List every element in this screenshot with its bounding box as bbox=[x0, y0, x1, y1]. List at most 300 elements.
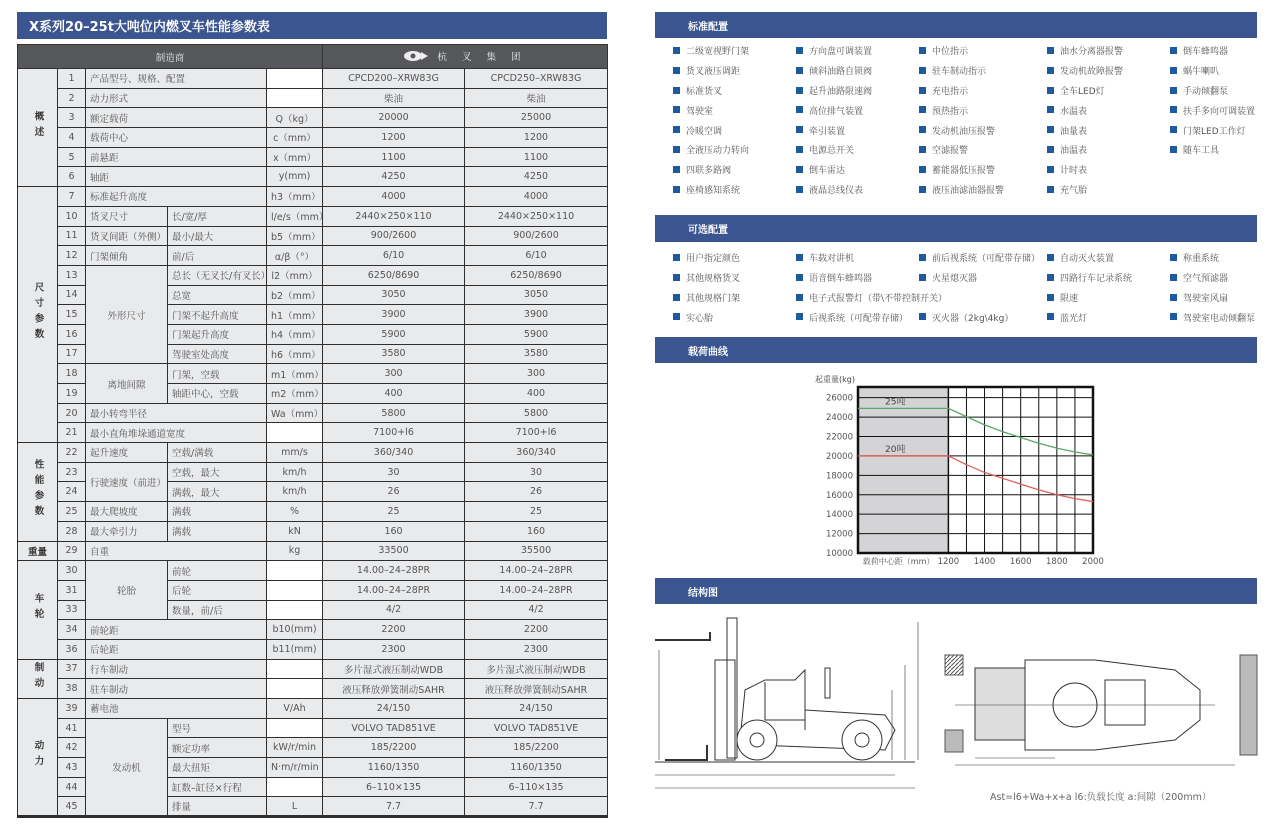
config-item bbox=[1152, 81, 1257, 101]
config-item-label: 货叉液压调距 bbox=[686, 67, 741, 78]
config-item-label: 空气预滤器 bbox=[1183, 274, 1229, 285]
param-subname: 满载 bbox=[168, 521, 267, 541]
config-item bbox=[1029, 140, 1152, 160]
bullet-square-icon bbox=[673, 146, 680, 153]
value-model-2: 25000 bbox=[465, 108, 608, 128]
config-item bbox=[901, 81, 1029, 101]
config-item-label: 车载对讲机 bbox=[809, 254, 855, 265]
category-label bbox=[18, 561, 58, 659]
bullet-square-icon bbox=[919, 313, 926, 320]
value-model-2: 4250 bbox=[465, 167, 608, 187]
config-item-label: 驻车制动指示 bbox=[932, 67, 987, 78]
table-row bbox=[18, 443, 608, 463]
spec-table bbox=[17, 44, 608, 818]
value-model-2: 360/340 bbox=[465, 443, 608, 463]
value-model-1: 20000 bbox=[323, 108, 465, 128]
config-item bbox=[778, 307, 909, 327]
config-item bbox=[1152, 268, 1257, 288]
category-text: 尺寸参数 bbox=[32, 282, 44, 345]
bullet-square-icon bbox=[796, 186, 803, 193]
param-name: 门架倾角 bbox=[86, 246, 168, 266]
row-number: 21 bbox=[58, 423, 86, 443]
bullet-square-icon bbox=[673, 106, 680, 113]
unit-cell bbox=[267, 580, 323, 600]
table-row bbox=[18, 147, 608, 167]
config-item-label: 实心胎 bbox=[686, 313, 714, 324]
config-item bbox=[778, 61, 901, 81]
config-item bbox=[901, 248, 1041, 268]
param-name: 最小直角堆垛通道宽度 bbox=[86, 423, 267, 443]
row-number: 38 bbox=[58, 679, 86, 699]
row-number: 19 bbox=[58, 384, 86, 404]
value-model-2: 液压释放弹簧制动SAHR bbox=[465, 679, 608, 699]
unit-cell: b11(mm) bbox=[267, 639, 323, 659]
unit-cell: Wa（mm） bbox=[267, 403, 323, 423]
table-row bbox=[18, 502, 608, 522]
config-item-label: 门架LED工作灯 bbox=[1183, 126, 1246, 137]
param-name: 最小转弯半径 bbox=[86, 403, 267, 423]
category-label bbox=[18, 69, 58, 187]
value-model-1: 6–110×135 bbox=[323, 777, 465, 797]
brand-name: 杭 叉 集 团 bbox=[437, 51, 527, 63]
table-row bbox=[18, 423, 608, 443]
series-label: 20吨 bbox=[885, 444, 906, 455]
table-row bbox=[18, 462, 608, 482]
row-number: 25 bbox=[58, 502, 86, 522]
load-curve-header: 载荷曲线 bbox=[655, 337, 1257, 363]
bullet-square-icon bbox=[796, 87, 803, 94]
row-number: 15 bbox=[58, 305, 86, 325]
unit-cell bbox=[267, 88, 323, 108]
row-number: 28 bbox=[58, 521, 86, 541]
value-model-2: 7100+l6 bbox=[465, 423, 608, 443]
bullet-square-icon bbox=[796, 146, 803, 153]
config-item-label: 高位排气装置 bbox=[809, 106, 864, 117]
value-model-1: 25 bbox=[323, 502, 465, 522]
config-item bbox=[901, 160, 1029, 180]
config-item bbox=[778, 248, 901, 268]
config-item-label: 驾驶室风扇 bbox=[1183, 293, 1229, 304]
bullet-square-icon bbox=[1170, 274, 1177, 281]
forklift-side-view bbox=[655, 618, 918, 788]
param-subname: 额定功率 bbox=[168, 738, 267, 758]
param-subname: 驾驶室处高度 bbox=[168, 344, 267, 364]
y-tick-label: 26000 bbox=[825, 393, 853, 404]
value-model-1: 2300 bbox=[323, 639, 465, 659]
x-tick-label: 1200 bbox=[937, 557, 960, 567]
x-tick-label: 1600 bbox=[1009, 557, 1032, 567]
config-item-label: 冷暖空调 bbox=[686, 126, 723, 137]
category-text: 概述 bbox=[32, 110, 44, 142]
config-item bbox=[1152, 288, 1257, 308]
value-model-1: 液压释放弹簧制动SAHR bbox=[323, 679, 465, 699]
value-model-2: 5900 bbox=[465, 324, 608, 344]
page-title: X系列20–25t大吨位内燃叉车性能参数表 bbox=[17, 12, 607, 39]
param-name: 前悬距 bbox=[86, 147, 267, 167]
category-text: 性能参数 bbox=[32, 459, 44, 522]
y-axis-label: 起重量(kg) bbox=[815, 375, 855, 384]
bullet-square-icon bbox=[673, 313, 680, 320]
unit-cell: c（mm） bbox=[267, 128, 323, 148]
structure-diagram bbox=[655, 610, 1257, 790]
table-row bbox=[18, 718, 608, 738]
bullet-square-icon bbox=[919, 254, 926, 261]
table-row bbox=[18, 187, 608, 207]
config-item bbox=[901, 100, 1029, 120]
row-number: 34 bbox=[58, 620, 86, 640]
value-model-2: 300 bbox=[465, 364, 608, 384]
config-item bbox=[1029, 41, 1152, 61]
load-curve-chart bbox=[790, 370, 1110, 570]
bullet-square-icon bbox=[673, 186, 680, 193]
y-tick-label: 12000 bbox=[825, 529, 853, 540]
value-model-1: 柴油 bbox=[323, 88, 465, 108]
row-number: 37 bbox=[58, 659, 86, 679]
table-row bbox=[18, 226, 608, 246]
value-model-1: 5800 bbox=[323, 403, 465, 423]
table-row bbox=[18, 246, 608, 266]
config-item-label: 预热指示 bbox=[932, 106, 969, 117]
y-tick-label: 22000 bbox=[825, 432, 853, 443]
param-subname: 空载，最大 bbox=[168, 462, 267, 482]
optional-config-list bbox=[655, 248, 1257, 327]
config-item-label: 中位指示 bbox=[932, 47, 969, 58]
config-item bbox=[778, 41, 901, 61]
value-model-2: 3050 bbox=[465, 285, 608, 305]
config-item-label: 蜗牛喇叭 bbox=[1183, 67, 1220, 78]
param-subname: 轴距中心，空载 bbox=[168, 384, 267, 404]
row-number: 36 bbox=[58, 639, 86, 659]
unit-cell: l/e/s（mm） bbox=[267, 206, 323, 226]
x-tick-label: 1800 bbox=[1046, 557, 1068, 567]
row-number: 13 bbox=[58, 265, 86, 285]
config-item-label: 座椅感知系统 bbox=[686, 185, 741, 196]
value-model-1: 24/150 bbox=[323, 699, 465, 719]
row-number: 45 bbox=[58, 797, 86, 817]
config-item-label: 称重系统 bbox=[1183, 254, 1220, 265]
value-model-1: 多片湿式液压制动WDB bbox=[323, 659, 465, 679]
bullet-square-icon bbox=[919, 186, 926, 193]
value-model-2: 2440×250×110 bbox=[465, 206, 608, 226]
bullet-square-icon bbox=[673, 166, 680, 173]
config-item bbox=[655, 140, 778, 160]
value-model-1: 14.00–24–28PR bbox=[323, 561, 465, 581]
config-item bbox=[901, 140, 1029, 160]
value-model-1: 160 bbox=[323, 521, 465, 541]
row-number: 1 bbox=[58, 69, 86, 89]
unit-cell: h3（mm） bbox=[267, 187, 323, 207]
value-model-2: 5800 bbox=[465, 403, 608, 423]
row-number: 6 bbox=[58, 167, 86, 187]
config-item-label: 水温表 bbox=[1060, 106, 1088, 117]
value-model-2: 25 bbox=[465, 502, 608, 522]
config-item bbox=[778, 268, 901, 288]
bullet-square-icon bbox=[796, 294, 803, 301]
value-model-1: 26 bbox=[323, 482, 465, 502]
row-number: 43 bbox=[58, 758, 86, 778]
bullet-square-icon bbox=[1047, 166, 1054, 173]
row-number: 17 bbox=[58, 344, 86, 364]
unit-cell: m2（mm） bbox=[267, 384, 323, 404]
config-item bbox=[1152, 160, 1257, 180]
bullet-square-icon bbox=[673, 126, 680, 133]
config-item bbox=[1029, 61, 1152, 81]
bullet-square-icon bbox=[796, 106, 803, 113]
value-model-1: 3580 bbox=[323, 344, 465, 364]
bullet-square-icon bbox=[919, 274, 926, 281]
config-item-label: 驾驶室电动倾翻泵 bbox=[1183, 313, 1256, 324]
param-subname: 空载/满载 bbox=[168, 443, 267, 463]
unit-cell: h4（mm） bbox=[267, 324, 323, 344]
row-number: 39 bbox=[58, 699, 86, 719]
config-item bbox=[1152, 41, 1257, 61]
config-item-label: 全液压动力转向 bbox=[686, 146, 750, 157]
bullet-square-icon bbox=[1047, 106, 1054, 113]
row-number: 22 bbox=[58, 443, 86, 463]
bullet-square-icon bbox=[1170, 106, 1177, 113]
config-item bbox=[901, 41, 1029, 61]
bullet-square-icon bbox=[1047, 47, 1054, 54]
unit-cell bbox=[267, 679, 323, 699]
config-item-label: 限速 bbox=[1060, 293, 1079, 304]
table-row bbox=[18, 167, 608, 187]
config-item bbox=[1152, 61, 1257, 81]
row-number: 12 bbox=[58, 246, 86, 266]
unit-cell: b10(mm) bbox=[267, 620, 323, 640]
param-name: 自重 bbox=[86, 541, 267, 561]
config-item bbox=[655, 268, 778, 288]
config-item-label: 二级宽视野门架 bbox=[686, 47, 750, 58]
param-subname: 排量 bbox=[168, 797, 267, 817]
config-item bbox=[1029, 288, 1152, 308]
config-item bbox=[655, 160, 778, 180]
category-text: 重量 bbox=[27, 546, 47, 558]
config-item-label: 全车LED灯 bbox=[1060, 86, 1105, 97]
row-number: 31 bbox=[58, 580, 86, 600]
value-model-1: 3050 bbox=[323, 285, 465, 305]
config-item bbox=[901, 180, 1029, 200]
config-item bbox=[655, 180, 778, 200]
config-item-label: 液压油滤油器报警 bbox=[932, 185, 1005, 196]
config-item-label: 蓝光灯 bbox=[1060, 313, 1088, 324]
config-item bbox=[1152, 307, 1257, 327]
param-group-name: 外形尺寸 bbox=[86, 265, 168, 363]
table-row bbox=[18, 659, 608, 679]
bullet-square-icon bbox=[673, 67, 680, 74]
unit-cell: mm/s bbox=[267, 443, 323, 463]
config-item-label: 倾斜油路自锁阀 bbox=[809, 67, 873, 78]
config-item bbox=[655, 81, 778, 101]
config-item-label: 灭火器（2kg\4kg） bbox=[932, 313, 1014, 324]
config-item-label: 空滤报警 bbox=[932, 146, 969, 157]
param-subname: 数量，前/后 bbox=[168, 600, 267, 620]
param-name: 货叉尺寸 bbox=[86, 206, 168, 226]
table-row bbox=[18, 128, 608, 148]
bullet-square-icon bbox=[796, 254, 803, 261]
config-item-label: 电子式报警灯（带\不带控制开关） bbox=[809, 293, 948, 304]
row-number: 11 bbox=[58, 226, 86, 246]
value-model-1: 400 bbox=[323, 384, 465, 404]
config-item-label: 其他规格货叉 bbox=[686, 274, 741, 285]
value-model-2: 4000 bbox=[465, 187, 608, 207]
value-model-1: 4/2 bbox=[323, 600, 465, 620]
config-item bbox=[778, 100, 901, 120]
config-item bbox=[778, 160, 901, 180]
unit-cell: m1（mm） bbox=[267, 364, 323, 384]
value-model-1: 900/2600 bbox=[323, 226, 465, 246]
config-item bbox=[778, 140, 901, 160]
config-item bbox=[655, 307, 778, 327]
config-item bbox=[778, 288, 948, 308]
unit-cell: km/h bbox=[267, 482, 323, 502]
row-number: 4 bbox=[58, 128, 86, 148]
unit-cell: kg bbox=[267, 541, 323, 561]
table-row bbox=[18, 679, 608, 699]
value-model-1: 1100 bbox=[323, 147, 465, 167]
param-name: 标准起升高度 bbox=[86, 187, 267, 207]
table-row bbox=[18, 541, 608, 561]
table-row bbox=[18, 108, 608, 128]
unit-cell: kW/r/min bbox=[267, 738, 323, 758]
bullet-square-icon bbox=[1170, 254, 1177, 261]
config-item-label: 扶手多向可调装置 bbox=[1183, 106, 1256, 117]
bullet-square-icon bbox=[1170, 313, 1177, 320]
param-subname: 门架起升高度 bbox=[168, 324, 267, 344]
table-header-row bbox=[18, 45, 608, 69]
value-model-2: 3900 bbox=[465, 305, 608, 325]
value-model-2: 185/2200 bbox=[465, 738, 608, 758]
config-item bbox=[655, 248, 778, 268]
param-name: 行车制动 bbox=[86, 659, 267, 679]
y-tick-label: 16000 bbox=[825, 490, 853, 501]
table-row bbox=[18, 364, 608, 384]
value-model-2: 1200 bbox=[465, 128, 608, 148]
bullet-square-icon bbox=[1047, 274, 1054, 281]
brand-cell bbox=[323, 45, 608, 69]
bullet-square-icon bbox=[1047, 87, 1054, 94]
value-model-2: 7.7 bbox=[465, 797, 608, 817]
x-tick-label: 2000 bbox=[1082, 557, 1104, 567]
config-item-label: 油量表 bbox=[1060, 126, 1088, 137]
param-group-name: 发动机 bbox=[86, 718, 168, 816]
config-item-label: 倒车蜂鸣器 bbox=[1183, 47, 1229, 58]
table-row bbox=[18, 403, 608, 423]
param-name: 蓄电池 bbox=[86, 699, 267, 719]
value-model-2: 2200 bbox=[465, 620, 608, 640]
config-item bbox=[901, 268, 1029, 288]
bullet-square-icon bbox=[919, 47, 926, 54]
param-subname: 前轮 bbox=[168, 561, 267, 581]
bullet-square-icon bbox=[1170, 87, 1177, 94]
config-item-label: 随车工具 bbox=[1183, 146, 1220, 157]
config-item-label: 蓄能器低压报警 bbox=[932, 166, 996, 177]
bullet-square-icon bbox=[919, 87, 926, 94]
value-model-2: 30 bbox=[465, 462, 608, 482]
param-subname: 满载 bbox=[168, 502, 267, 522]
param-subname: 最大扭矩 bbox=[168, 758, 267, 778]
unit-cell: x（mm） bbox=[267, 147, 323, 167]
bullet-square-icon bbox=[796, 47, 803, 54]
config-item bbox=[901, 288, 1029, 308]
value-model-2: 900/2600 bbox=[465, 226, 608, 246]
row-number: 33 bbox=[58, 600, 86, 620]
value-model-1: 300 bbox=[323, 364, 465, 384]
bullet-square-icon bbox=[796, 313, 803, 320]
param-subname: 型号 bbox=[168, 718, 267, 738]
standard-config-header: 标准配置 bbox=[655, 12, 1257, 38]
y-tick-label: 24000 bbox=[825, 413, 853, 424]
config-item-label: 火星熄灭器 bbox=[932, 274, 978, 285]
config-item-label: 语音倒车蜂鸣器 bbox=[809, 274, 873, 285]
param-name: 最大牵引力 bbox=[86, 521, 168, 541]
value-model-2: 1160/1350 bbox=[465, 758, 608, 778]
value-model-2: 160 bbox=[465, 521, 608, 541]
config-item bbox=[1029, 100, 1152, 120]
bullet-square-icon bbox=[1047, 254, 1054, 261]
bullet-square-icon bbox=[919, 67, 926, 74]
config-item bbox=[1029, 160, 1152, 180]
value-model-1: 4250 bbox=[323, 167, 465, 187]
config-item-label: 四路行车记录系统 bbox=[1060, 274, 1133, 285]
config-item bbox=[1152, 100, 1257, 120]
config-item-label: 油温表 bbox=[1060, 146, 1088, 157]
config-item bbox=[901, 307, 1029, 327]
config-item-label: 标准货叉 bbox=[686, 86, 723, 97]
value-model-1: 33500 bbox=[323, 541, 465, 561]
unit-cell bbox=[267, 659, 323, 679]
config-item-label: 后视系统（可配带存储） bbox=[809, 313, 909, 324]
category-label bbox=[18, 187, 58, 443]
config-item-label: 手动倾翻泵 bbox=[1183, 86, 1229, 97]
value-model-1: 2200 bbox=[323, 620, 465, 640]
config-item-label: 充气胎 bbox=[1060, 185, 1088, 196]
y-tick-label: 20000 bbox=[825, 451, 853, 462]
value-model-2: 400 bbox=[465, 384, 608, 404]
config-item bbox=[655, 61, 778, 81]
value-model-1: 185/2200 bbox=[323, 738, 465, 758]
row-number: 18 bbox=[58, 364, 86, 384]
bullet-square-icon bbox=[796, 126, 803, 133]
bullet-square-icon bbox=[919, 166, 926, 173]
param-subname: 满载，最大 bbox=[168, 482, 267, 502]
config-item bbox=[1152, 248, 1257, 268]
config-item bbox=[778, 180, 901, 200]
row-number: 30 bbox=[58, 561, 86, 581]
category-text: 车轮 bbox=[32, 592, 44, 624]
value-model-1: 3900 bbox=[323, 305, 465, 325]
row-number: 14 bbox=[58, 285, 86, 305]
value-model-1: 1160/1350 bbox=[323, 758, 465, 778]
config-item-label: 倒车雷达 bbox=[809, 166, 846, 177]
category-label bbox=[18, 659, 58, 698]
unit-cell: % bbox=[267, 502, 323, 522]
x-tick-label: 1400 bbox=[973, 557, 996, 567]
unit-cell: km/h bbox=[267, 462, 323, 482]
value-model-1: 360/340 bbox=[323, 443, 465, 463]
bullet-square-icon bbox=[919, 106, 926, 113]
bullet-square-icon bbox=[673, 87, 680, 94]
value-model-2: 1100 bbox=[465, 147, 608, 167]
param-subname: 长/宽/厚 bbox=[168, 206, 267, 226]
bullet-square-icon bbox=[1170, 126, 1177, 133]
param-subname: 门架不起升高度 bbox=[168, 305, 267, 325]
unit-cell bbox=[267, 69, 323, 89]
table-row bbox=[18, 521, 608, 541]
unit-cell: y(mm) bbox=[267, 167, 323, 187]
row-number: 20 bbox=[58, 403, 86, 423]
bullet-square-icon bbox=[1047, 313, 1054, 320]
config-item bbox=[1029, 120, 1152, 140]
